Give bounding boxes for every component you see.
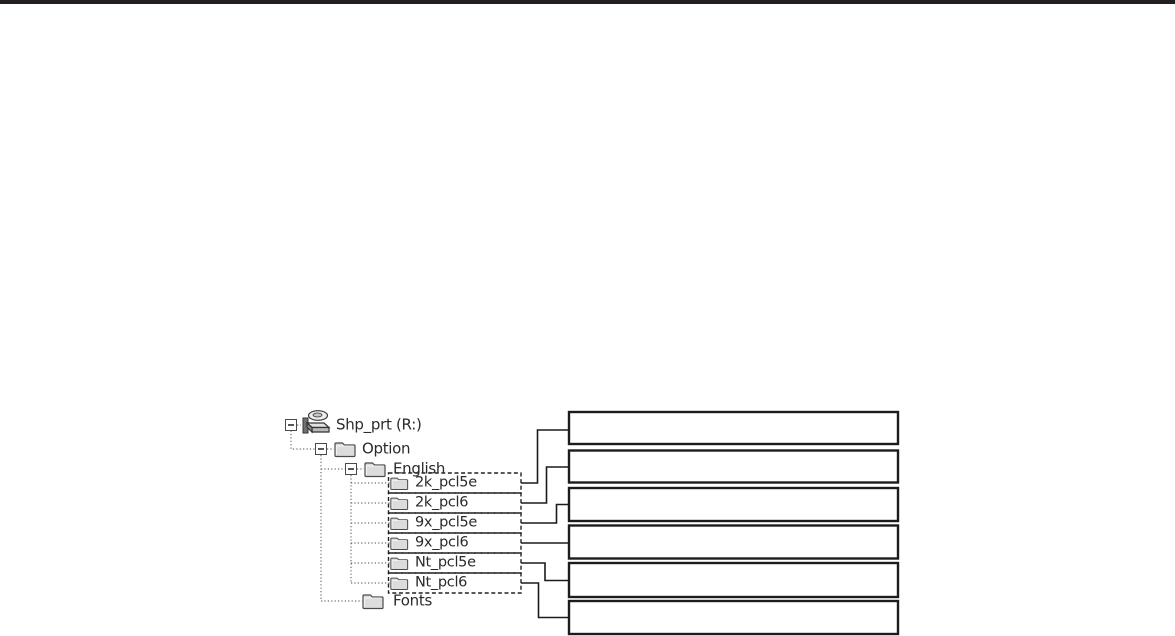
folder-icon-fonts xyxy=(363,595,383,609)
callout-leader-lines xyxy=(521,430,569,618)
tree-node-label-9x-pcl6: 9x_pcl6 xyxy=(415,534,469,551)
expand-toggle-option xyxy=(316,444,327,455)
tree-node-label-english: English xyxy=(393,459,446,478)
callout-box-5 xyxy=(569,563,898,597)
folder-icon-english xyxy=(365,463,385,477)
expand-toggle-root xyxy=(286,420,297,431)
folder-icon-2k-pcl6 xyxy=(391,498,408,509)
folder-icon-9x-pcl5e xyxy=(391,518,408,529)
folder-icon-nt-pcl5e xyxy=(391,558,408,569)
tree-node-label-nt-pcl6: Nt_pcl6 xyxy=(415,574,468,591)
callout-boxes xyxy=(569,412,898,634)
folder-icon-option xyxy=(335,443,355,457)
folder-icon-nt-pcl6 xyxy=(391,578,408,589)
tree-node-label-fonts: Fonts xyxy=(393,591,432,610)
folder-icon-9x-pcl6 xyxy=(391,538,408,549)
callout-box-1 xyxy=(569,412,898,444)
callout-box-4 xyxy=(569,526,898,559)
network-drive-icon xyxy=(303,411,329,433)
tree-node-label-2k-pcl5e: 2k_pcl5e xyxy=(415,474,477,491)
callout-box-3 xyxy=(569,488,898,521)
callout-box-6 xyxy=(569,601,898,634)
tree-node-label-nt-pcl5e: Nt_pcl5e xyxy=(415,554,476,571)
expand-toggle-english xyxy=(346,464,357,475)
tree-node-label-option: Option xyxy=(362,439,411,458)
callout-box-2 xyxy=(569,451,898,483)
tree-node-label-2k-pcl6: 2k_pcl6 xyxy=(415,494,469,511)
tree-node-label-9x-pcl5e: 9x_pcl5e xyxy=(415,514,478,531)
folder-icon-2k-pcl5e xyxy=(391,478,408,489)
tree-node-label-root: Shp_prt (R:) xyxy=(336,415,422,434)
